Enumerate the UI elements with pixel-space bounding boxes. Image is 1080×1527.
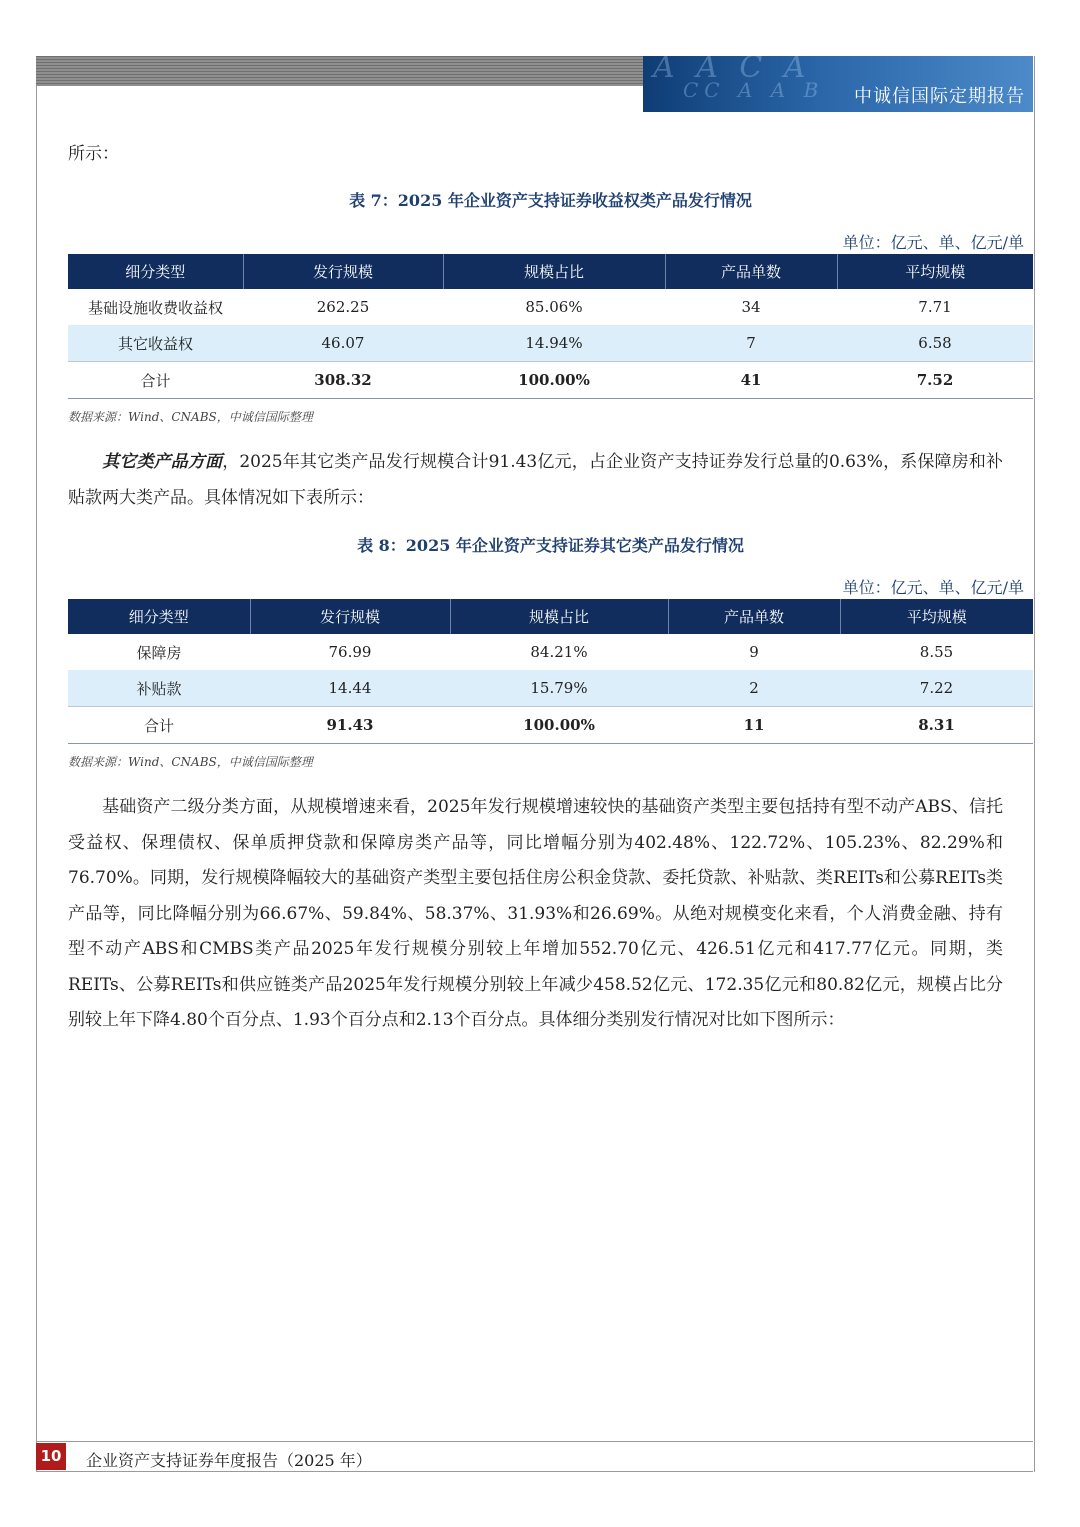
table7 (68, 254, 1033, 399)
table-row (68, 325, 1033, 362)
table-cell: 7.52 (837, 362, 1033, 399)
banner-decoration: CC A A B (683, 78, 825, 102)
table-cell: 基础设施收费收益权 (87, 298, 223, 317)
table-cell: 308.32 (243, 362, 443, 399)
report-series-title: 中诚信国际定期报告 (854, 86, 1025, 107)
table-total-row (68, 707, 1033, 744)
table-total-row (68, 362, 1033, 399)
table-cell: 7 (665, 325, 837, 362)
column-header: 平均规模 (837, 254, 1033, 289)
banner-decoration: A A C A (653, 56, 812, 85)
paragraph-lead: 其它类产品方面 (102, 452, 223, 472)
column-header: 平均规模 (840, 599, 1033, 634)
table-cell: 100.00% (443, 362, 665, 399)
table-cell: 补贴款 (68, 670, 250, 707)
column-header: 产品单数 (665, 254, 837, 289)
table8-caption: 表 8：2025 年企业资产支持证券其它类产品发行情况 (357, 536, 744, 555)
table-cell: 262.25 (316, 298, 370, 316)
table-cell: 8.55 (919, 643, 954, 661)
table-cell: 7.22 (840, 670, 1033, 707)
header-banner (643, 56, 1033, 112)
table-cell: 9 (749, 643, 759, 661)
base-asset-paragraph (68, 790, 1003, 1039)
table-cell: 46.07 (243, 325, 443, 362)
table-cell: 11 (668, 707, 840, 744)
table-cell: 合计 (68, 707, 250, 744)
table8-unit: 单位：亿元、单、亿元/单 (842, 578, 1024, 597)
paragraph-text: 基础资产二级分类方面，从规模增速来看，2025年发行规模增速较快的基础资产类型主要包括持有型不动产ABS、信托受益权、保理债权、保单质押贷款和保障房类产品等，同比增幅分别为402.48%、122.72%、105.23%、82.29%和76.70%。同期，发行规模降幅较大的基础资产类型主要包括住房公积金贷款、委托贷款、补贴款、类REITs和公募REITs类产品等，同比降幅分别为66.67%、59.84%、58.37%、31.93%和26.69%。从绝对规模变化来看，个人消费金融、持有型不动产ABS和CMBS类产品2025年发行规模分别较上年增加552.70亿元、426.51亿元和417.77亿元。同期，类REITs、公募REITs和供应链类产品2025年发行规模分别较上年减少458.52亿元、172.35亿元和80.82亿元，规模占比分别较上年下降4.80个百分点、1.93个百分点和2.13个百分点。具体细分类别发行情况对比如下图所示： (68, 797, 1003, 1030)
column-header: 规模占比 (450, 599, 668, 634)
column-header: 发行规模 (250, 599, 450, 634)
column-header: 细分类型 (68, 254, 243, 289)
table-header-row (68, 254, 1033, 289)
table-cell: 91.43 (250, 707, 450, 744)
table-cell: 100.00% (450, 707, 668, 744)
table-cell: 76.99 (328, 643, 372, 661)
paragraph-text: ，2025年其它类产品发行规模合计91.43亿元，占企业资产支持证券发行总量的0.63%，系保障房和补贴款两大类产品。具体情况如下表所示： (68, 452, 1003, 508)
column-header: 规模占比 (443, 254, 665, 289)
table-cell: 14.94% (443, 325, 665, 362)
table-cell: 7.71 (918, 298, 952, 316)
table-cell: 合计 (68, 362, 243, 399)
column-header: 产品单数 (668, 599, 840, 634)
page-bottom-border (36, 1471, 1033, 1472)
other-products-paragraph (68, 445, 1003, 516)
table-cell: 2 (668, 670, 840, 707)
table-cell: 8.31 (840, 707, 1033, 744)
table8 (68, 599, 1033, 744)
table-row (68, 634, 1033, 670)
column-header: 细分类型 (68, 599, 250, 634)
table7-caption: 表 7：2025 年企业资产支持证券收益权类产品发行情况 (349, 191, 752, 210)
table-cell: 保障房 (136, 643, 182, 662)
table7-source: 数据来源：Wind、CNABS，中诚信国际整理 (68, 410, 313, 424)
table7-unit: 单位：亿元、单、亿元/单 (842, 233, 1024, 252)
table-cell: 84.21% (530, 643, 588, 661)
intro-text: 所示： (68, 144, 119, 164)
table-row (68, 670, 1033, 707)
page-number: 10 (36, 1443, 66, 1470)
table-cell: 6.58 (837, 325, 1033, 362)
table-row (68, 289, 1033, 325)
table-cell: 其它收益权 (68, 325, 243, 362)
table-cell: 41 (665, 362, 837, 399)
table-cell: 85.06% (525, 298, 583, 316)
column-header: 发行规模 (243, 254, 443, 289)
table-header-row (68, 599, 1033, 634)
table-cell: 34 (741, 298, 761, 316)
header-gray-band (36, 56, 643, 86)
table-cell: 15.79% (450, 670, 668, 707)
table-cell: 14.44 (250, 670, 450, 707)
table8-source: 数据来源：Wind、CNABS，中诚信国际整理 (68, 755, 313, 769)
footer-report-title: 企业资产支持证券年度报告（2025 年） (86, 1451, 372, 1470)
footer-divider (36, 1441, 1033, 1442)
